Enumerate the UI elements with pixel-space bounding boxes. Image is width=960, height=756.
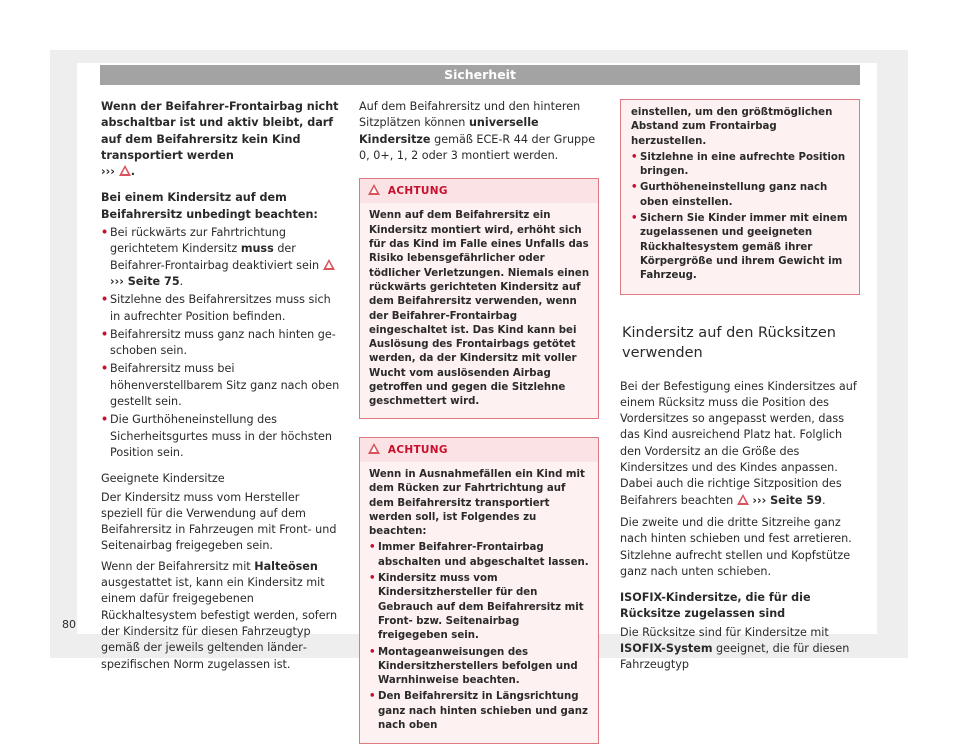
warning-list-item: • Sichern Sie Kinder immer mit einem zugelassenen und geeigneten Rückhaltesystem gemäß ihrer Körpergröße und ihrem Gewicht im Fahrzeug. (631, 212, 851, 283)
intro-paragraph: Wenn der Beifahrer-Frontairbag nicht abschaltbar ist und aktiv bleibt, darf auf dem Beifahrersitz kein Kind transportiert werden ››› . (101, 100, 339, 179)
warning-intro: Wenn in Ausnahmefällen ein Kind mit dem Rücken zur Fahrtrichtung auf dem Beifahrersitz transportiert werden soll, ist Folgendes zu beachten: (369, 468, 585, 538)
warning-box-text: Wenn auf dem Beifahrersitz ein Kindersitz montiert wird, erhöht sich für das Kind im Falle eines Unfalls das Risiko lebensgefährlicher oder tödlicher Verletzungen. Niemals einen rückwärts gerichteten Kindersitz auf dem Beifahrersitz verwenden, wenn der Beifahrer-Frontairbag eingeschaltet ist. Das Kind kann bei Auslösung des Frontairbags getötet werden, da der Kindersitz mit voller Wucht vom auslösenden Airbag getroffen und gegen die Sitzlehne geschmettert wird. (360, 203, 598, 417)
list-item: • Beifahrersitz muss bei höhenverstellbarem Sitz ganz nach oben gestellt sein. (101, 361, 341, 410)
warning-box-header: ACHTUNG (360, 438, 598, 462)
list-item: • Sitzlehne des Beifahrersitzes muss sich in aufrechter Position befinden. (101, 292, 341, 325)
warning-box (359, 437, 599, 745)
warning-list-item: • Montageanweisungen des Kindersitzherstellers befolgen und Warnhinweise beachten. (369, 646, 590, 689)
warning-icon (119, 165, 131, 176)
section-title: Kindersitz auf den Rücksitzen verwenden (622, 324, 836, 361)
sub-heading: ISOFIX-Kindersitze, die für die Rücksitze zugelassen sind (620, 591, 811, 621)
body-paragraph: Auf dem Beifahrersitz und den hinteren Sitzplätzen können universelle Kindersitze gemäß ECE-R 44 der Gruppe 0, 0+, 1, 2 oder 3 montiert werden. (359, 100, 596, 162)
list-heading: Bei einem Kindersitz auf dem Beifahrersitz unbedingt beachten: (101, 191, 318, 221)
warning-box-body (360, 462, 598, 743)
body-paragraph: Bei der Befestigung eines Kindersitzes auf einem Rücksitz muss die Position des Vordersitzes so angepasst werden, dass das Kind ausreichend Platz hat. Folglich den Vordersitz an die Größe des Kindersitzes und des Kindes anpassen. Dabei auch die richtige Sitzposition des Beifahrers beachten ››› Seite 59. (620, 379, 857, 507)
section-header: Sicherheit (100, 65, 860, 85)
body-paragraph: Die Rücksitze sind für Kindersitze mit ISOFIX-System geeignet, die für diesen Fahrzeugtyp (620, 625, 850, 672)
warning-icon (737, 494, 749, 505)
column-right (620, 99, 860, 684)
warning-list-item: • Immer Beifahrer-Frontairbag abschalten und abgeschaltet lassen. (369, 541, 590, 570)
warning-icon (368, 443, 380, 454)
warning-continued-text: einstellen, um den größtmöglichen Abstand zum Frontairbag herzustellen. (631, 107, 833, 147)
sub-heading: Geeignete Kindersitze (101, 472, 225, 486)
page-reference-link[interactable]: ››› Seite 59 (752, 493, 822, 507)
page-reference-link[interactable]: ››› Seite 75 (110, 274, 180, 288)
column-middle (359, 99, 599, 756)
warning-box-continued (620, 99, 860, 295)
warning-icon (323, 259, 335, 270)
list-item: • Bei rückwärts zur Fahrtrichtung gerichtetem Kindersitz muss der Beifahrer-Frontairbag deaktiviert sein ››› Seite 75. (101, 225, 341, 290)
body-paragraph: Der Kindersitz muss vom Hersteller speziell für die Verwendung auf dem Beifahrersitz in Fahrzeugen mit Front- und Seitenairbag freigegeben sein. (101, 490, 337, 553)
list-item: • Die Gurthöheneinstellung des Sicherheitsgurtes muss in der höchsten Position sein. (101, 412, 341, 461)
list-item: • Beifahrersitz muss ganz nach hinten geschoben sein. (101, 327, 341, 360)
warning-list-item: • Gurthöheneinstellung ganz nach oben einstellen. (631, 181, 851, 210)
reference-arrows: ››› (101, 165, 115, 179)
page-number: 80 (62, 618, 76, 631)
column-left (101, 99, 341, 683)
warning-list-item: • Den Beifahrersitz in Längsrichtung ganz nach hinten schieben und ganz nach oben (369, 690, 590, 733)
body-paragraph: Die zweite und die dritte Sitzreihe ganz nach hinten schieben und fest arretieren. Sitzlehne aufrecht stellen und Kopfstütze ganz nach unten schieben. (620, 515, 852, 578)
warning-box (359, 178, 599, 418)
warning-list-item: • Sitzlehne in eine aufrechte Position bringen. (631, 151, 851, 180)
warning-list-item: • Kindersitz muss vom Kindersitzhersteller für den Gebrauch auf dem Beifahrersitz mit Front- bzw. Seitenairbag freigegeben sein. (369, 572, 590, 643)
warning-box-header: ACHTUNG (360, 179, 598, 203)
body-paragraph: Wenn der Beifahrersitz mit Halteösen ausgestattet ist, kann ein Kindersitz mit einem dafür freigegebenen Rückhaltesystem befestigt werden, sofern der Kindersitz für diesen Fahrzeugtyp gemäß der jeweils geltenden länderspezifischen Norm zugelassen ist. (101, 559, 338, 671)
warning-icon (368, 184, 380, 195)
